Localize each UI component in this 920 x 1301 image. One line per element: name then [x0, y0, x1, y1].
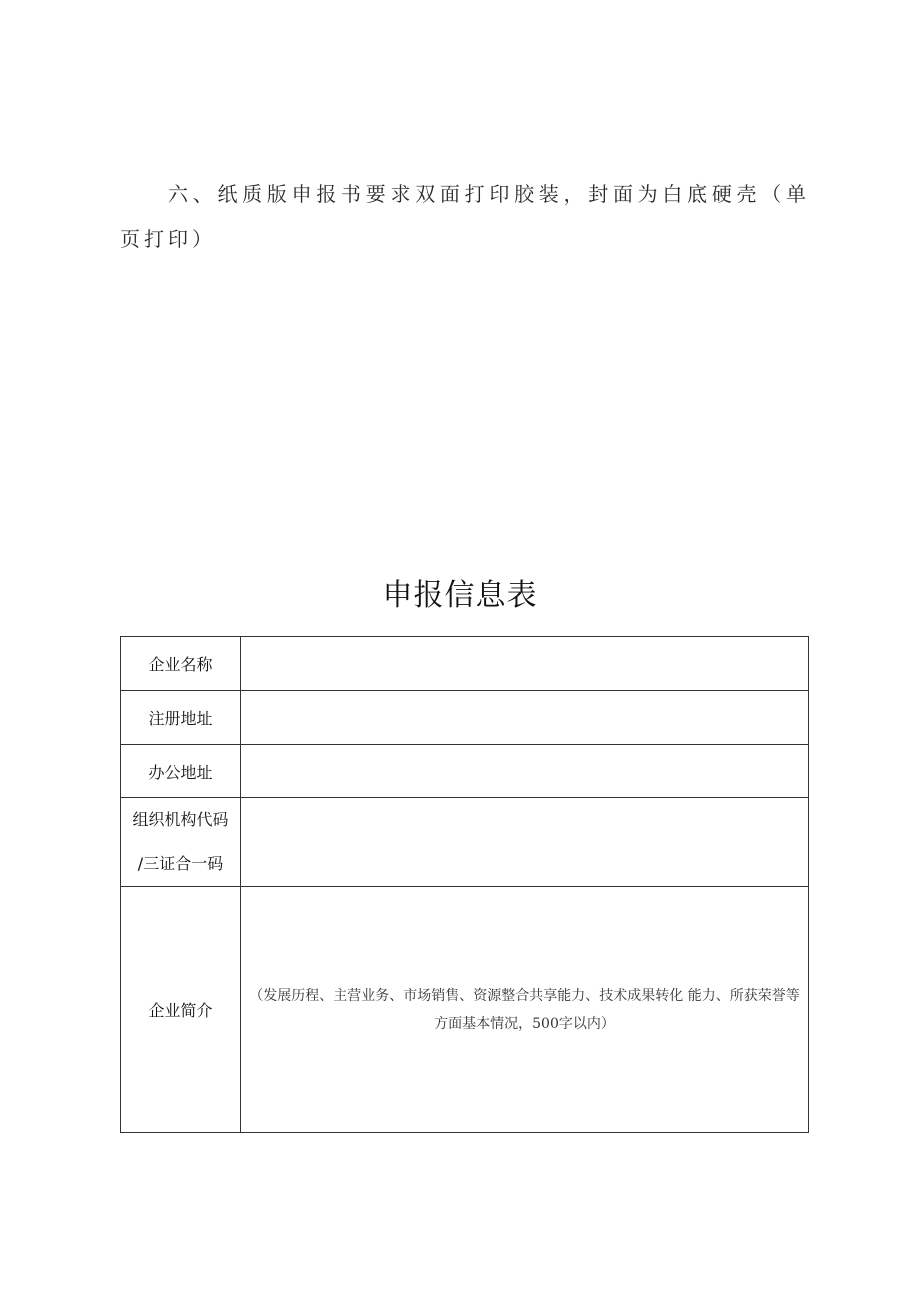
company-intro-field[interactable]: （发展历程、主营业务、市场销售、资源整合共享能力、技术成果转化 能力、所获荣誉等方面基本情况，500字以内）: [241, 887, 809, 1133]
form-title: 申报信息表: [382, 578, 538, 613]
table-row-office-address: [121, 745, 809, 798]
office-address-label: 办公地址: [121, 745, 241, 798]
org-code-field[interactable]: [241, 798, 809, 887]
registered-address-label: 注册地址: [121, 691, 241, 745]
company-name-label: 企业名称: [121, 637, 241, 691]
org-code-label-line1: 组织机构代码: [132, 810, 229, 829]
table-row-company-name: [121, 637, 809, 691]
instruction-paragraph: 六、纸质版申报书要求双面打印胶装，封面为白底硬壳（单 页打印）: [120, 182, 810, 251]
office-address-field[interactable]: [241, 745, 809, 798]
registered-address-field[interactable]: [241, 691, 809, 745]
table-row-company-intro: [121, 887, 809, 1133]
org-code-label: [121, 798, 241, 887]
company-name-field[interactable]: [241, 637, 809, 691]
application-info-table: [120, 636, 809, 1133]
table-row-registered-address: [121, 691, 809, 745]
table-row-org-code: [121, 798, 809, 887]
org-code-label-line2: /三证合一码: [137, 854, 224, 873]
company-intro-label: 企业简介: [121, 887, 241, 1133]
